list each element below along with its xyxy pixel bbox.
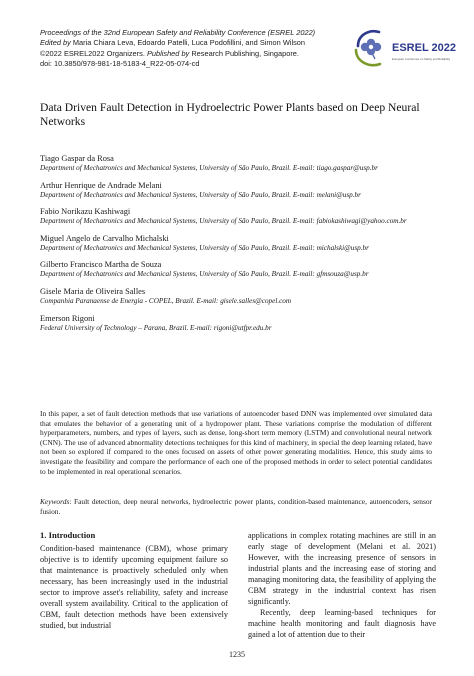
- author-name: Gilberto Francisco Martha de Souza: [40, 260, 162, 270]
- right-column: [248, 530, 436, 640]
- author-affiliation: Department of Mechatronics and Mechanical Systems, University of São Paulo, Brazil. E-mail: gfmsouza@usp.br: [40, 270, 369, 279]
- author-affiliation: Department of Mechatronics and Mechanical Systems, University of São Paulo, Brazil. E-mail: michalski@usp.br: [40, 243, 369, 252]
- proceedings-line: Proceedings of the 32nd European Safety and Reliability Conference (ESREL 2022): [40, 28, 316, 37]
- body-paragraph: Condition-based maintenance (CBM), whose primary objective is to identify upcoming equipment failure so that maintenance is proactively scheduled only when necessary, has been increasingly used in the industrial sector to improve asset's reliability, safety and increase overall system availability. Critical to the application of CBM, fault detection methods have been extensively studied, but industrial: [40, 544, 228, 630]
- page-number: 1235: [229, 650, 245, 659]
- editors: Maria Chiara Leva, Edoardo Patelli, Luca Podofillini, and Simon Wilson: [72, 38, 305, 48]
- author-affiliation: Federal University of Technology – Parana, Brazil. E-mail: rigoni@utfpr.edu.br: [40, 323, 272, 332]
- logo-subtitle: European Conference on Safety and Reliability: [392, 57, 451, 61]
- conference-header: [40, 28, 340, 70]
- author-name: Arthur Henrique de Andrade Melani: [40, 180, 162, 190]
- copyright: ©2022 ESREL2022 Organizers.: [40, 48, 145, 58]
- author-affiliation: Department of Mechatronics and Mechanical Systems, University of São Paulo, Brazil. E-mail: melani@usp.br: [40, 190, 361, 199]
- paper-title: Data Driven Fault Detection in Hydroelectric Power Plants based on Deep Neural Networks: [40, 101, 420, 128]
- keywords: [40, 497, 432, 516]
- author-affiliation: Companhia Paranaense de Energia - COPEL, Brazil. E-mail: gisele.salles@copel.com: [40, 296, 292, 305]
- abstract: In this paper, a set of fault detection methods that use variations of autoencoder based DNN was implemented over simulated data that emulates the behavior of a generating unit of a hydropower plant. These variations comprise the modulation of different hyperparameters, numbers, and types of layers, such as dense, long-short term memory (LSTM) and convolutional neural network (CNN). The use of advanced abnormality detections techniques for this kind of machinery, in special the deep learning related, have not been so explored if compared to the ones focused on assets of other power generating modalities. Hence, this study aims to investigate the feasibility and compare the performance of each one of the proposed methods in order to select potential candidates to be implemented in real operational scenarios.: [40, 409, 432, 476]
- publisher: Research Publishing, Singapore.: [191, 48, 299, 58]
- author-affiliation: Department of Mechatronics and Mechanical Systems, University of São Paulo, Brazil. E-mail: tiago.gaspar@usp.br: [40, 164, 378, 172]
- author-name: Fabio Norikazu Kashiwagi: [40, 207, 131, 217]
- editors-line: [40, 38, 340, 48]
- copyright-line: [40, 49, 340, 59]
- author-name: Gisele Maria de Oliveira Salles: [40, 286, 146, 296]
- edited-by-label: Edited by: [40, 38, 71, 48]
- keywords-label: Keywords: [40, 497, 70, 506]
- body-paragraph: applications in complex rotating machines are still in an early stage of development (Melani et al. 2021) However, with the increasing presence of sensors in industrial plants and the increasing ease of storing and managing monitoring data, the feasibility of applying the CBM strategy in the industrial context has risen significantly.: [248, 531, 436, 606]
- author-name: Miguel Angelo de Carvalho Michalski: [40, 233, 169, 243]
- clover-emblem-icon: [352, 28, 392, 70]
- section-heading: 1. Introduction: [40, 530, 96, 540]
- body-paragraph: Recently, deep learning-based techniques for machine health monitoring and fault diagnosis have gained a lot of attention due to their: [248, 608, 436, 639]
- doi: doi: 10.3850/978-981-18-5183-4_R22-05-074-cd: [40, 59, 200, 69]
- author-affiliation: Department of Mechatronics and Mechanical Systems, University of São Paulo, Brazil. E-mail: fabiokashiwagi@yahoo.com.br: [40, 217, 407, 226]
- keywords-text: : Fault detection, deep neural networks, hydroelectric power plants, condition-based maintenance, autoencoders, sensor fusion.: [40, 497, 432, 516]
- esrel-logo: [352, 28, 457, 70]
- published-by-label: Published by: [146, 48, 190, 58]
- author-name: Tiago Gaspar da Rosa: [40, 154, 114, 163]
- logo-name: ESREL 2022: [392, 42, 457, 54]
- author-list: [40, 153, 440, 333]
- author-name: Emerson Rigoni: [40, 313, 95, 323]
- left-column: [40, 543, 228, 631]
